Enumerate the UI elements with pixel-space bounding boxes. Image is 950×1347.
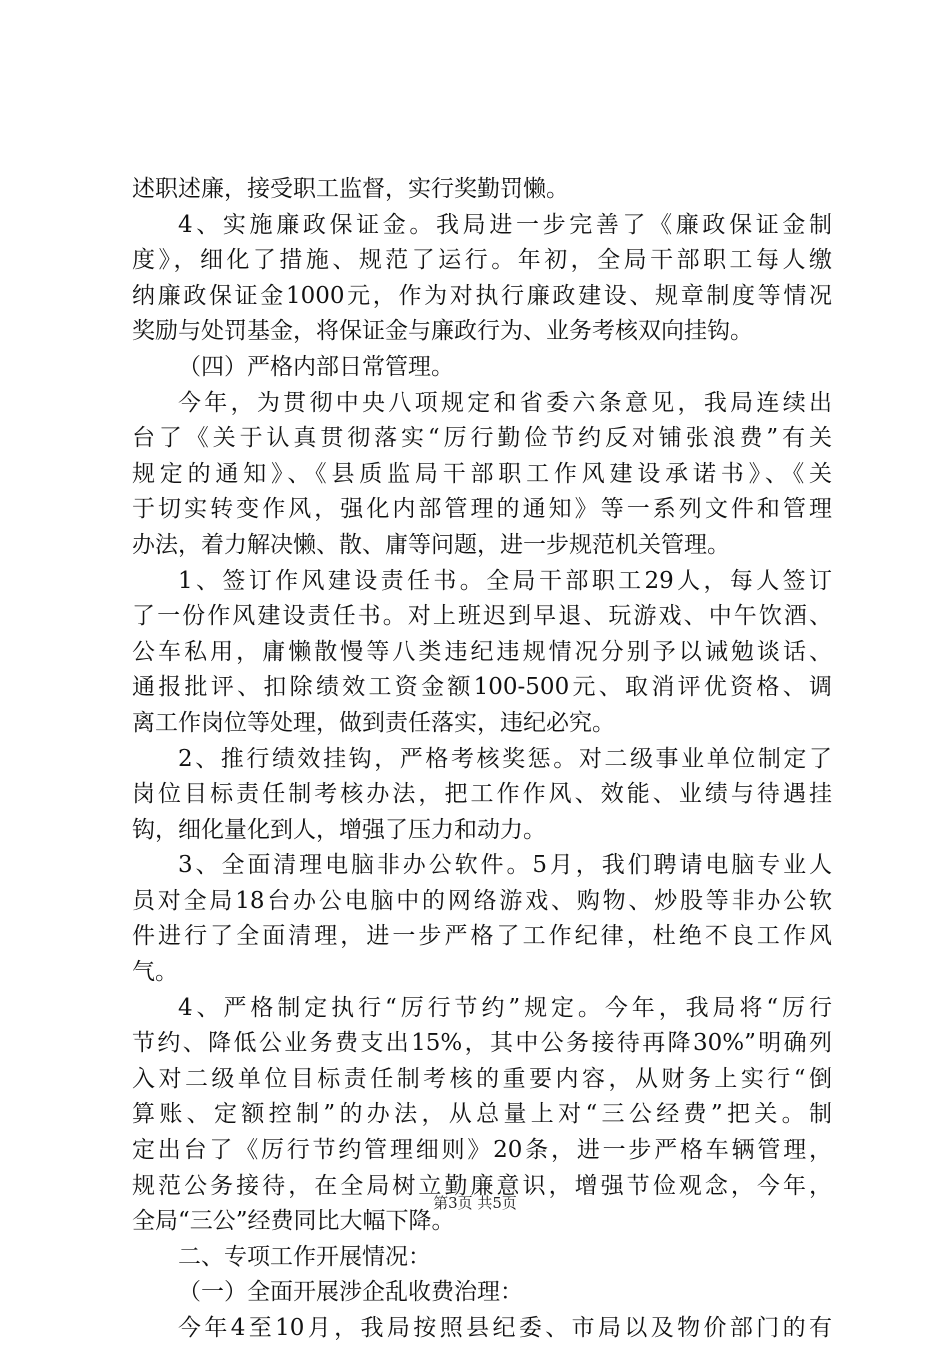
paragraph-line: 度》，细化了措施、规范了运行。年初，全局干部职工每人缴	[132, 247, 832, 274]
paragraph-line: 算账、定额控制”的办法，从总量上对“三公经费”把关。制	[132, 1101, 832, 1128]
paragraph-line: 二、专项工作开展情况：	[178, 1243, 431, 1270]
paragraph-line: 公车私用，庸懒散慢等八类违纪违规情况分别予以诫勉谈话、	[132, 638, 832, 665]
document-body	[132, 172, 832, 1347]
page-footer: 第3页 共5页	[433, 1194, 517, 1212]
paragraph-line: 3、全面清理电脑非办公软件。5月，我们聘请电脑专业人	[178, 852, 832, 879]
paragraph-line: 2、推行绩效挂钩，严格考核奖惩。对二级事业单位制定了	[178, 745, 832, 772]
paragraph-line: 规范公务接待，在全局树立勤廉意识，增强节俭观念，今年，	[132, 1172, 832, 1199]
paragraph-line: 节约、降低公业务费支出15%，其中公务接待再降30%”明确列	[132, 1030, 832, 1057]
paragraph-line: 纳廉政保证金1000元，作为对执行廉政建设、规章制度等情况	[132, 282, 832, 309]
paragraph-line: 办法，着力解决懒、散、庸等问题，进一步规范机关管理。	[132, 531, 730, 558]
paragraph-line: 员对全局18台办公电脑中的网络游戏、购物、炒股等非办公软	[132, 887, 832, 914]
paragraph-line: 1、签订作风建设责任书。全局干部职工29人，每人签订	[178, 567, 832, 594]
paragraph-line: 于切实转变作风，强化内部管理的通知》等一系列文件和管理	[132, 496, 832, 523]
paragraph-line: 4、严格制定执行“厉行节约”规定。今年，我局将“厉行	[178, 994, 832, 1021]
paragraph-line: 通报批评、扣除绩效工资金额100-500元、取消评优资格、调	[132, 674, 832, 701]
paragraph-line: 岗位目标责任制考核办法，把工作作风、效能、业绩与待遇挂	[132, 781, 832, 808]
paragraph-line: 定出台了《厉行节约管理细则》20条，进一步严格车辆管理，	[132, 1137, 832, 1164]
paragraph-line: 4、实施廉政保证金。我局进一步完善了《廉政保证金制	[178, 211, 832, 238]
paragraph-line: （一）全面开展涉企乱收费治理：	[178, 1279, 523, 1306]
paragraph-line: 台了《关于认真贯彻落实“厉行勤俭节约反对铺张浪费”有关	[132, 425, 832, 452]
paragraph-line: （四）严格内部日常管理。	[178, 353, 454, 380]
paragraph-line: 件进行了全面清理，进一步严格了工作纪律，杜绝不良工作风	[132, 923, 832, 950]
paragraph-line: 离工作岗位等处理，做到责任落实，违纪必究。	[132, 709, 615, 736]
paragraph-line: 钩，细化量化到人，增强了压力和动力。	[132, 816, 546, 843]
paragraph-line: 今年，为贯彻中央八项规定和省委六条意见，我局连续出	[178, 389, 832, 416]
paragraph-line: 规定的通知》、《县质监局干部职工作风建设承诺书》、《关	[132, 460, 832, 487]
paragraph-line: 述职述廉，接受职工监督，实行奖勤罚懒。	[132, 176, 569, 202]
paragraph-line: 了一份作风建设责任书。对上班迟到早退、玩游戏、中午饮酒、	[132, 603, 832, 630]
paragraph-line: 今年4至10月，我局按照县纪委、市局以及物价部门的有	[178, 1315, 832, 1341]
paragraph-line: 全局“三公”经费同比大幅下降。	[132, 1208, 455, 1235]
paragraph-line: 气。	[132, 959, 178, 986]
paragraph-line: 奖励与处罚基金，将保证金与廉政行为、业务考核双向挂钩。	[132, 318, 753, 345]
paragraph-line: 入对二级单位目标责任制考核的重要内容，从财务上实行“倒	[132, 1065, 832, 1092]
